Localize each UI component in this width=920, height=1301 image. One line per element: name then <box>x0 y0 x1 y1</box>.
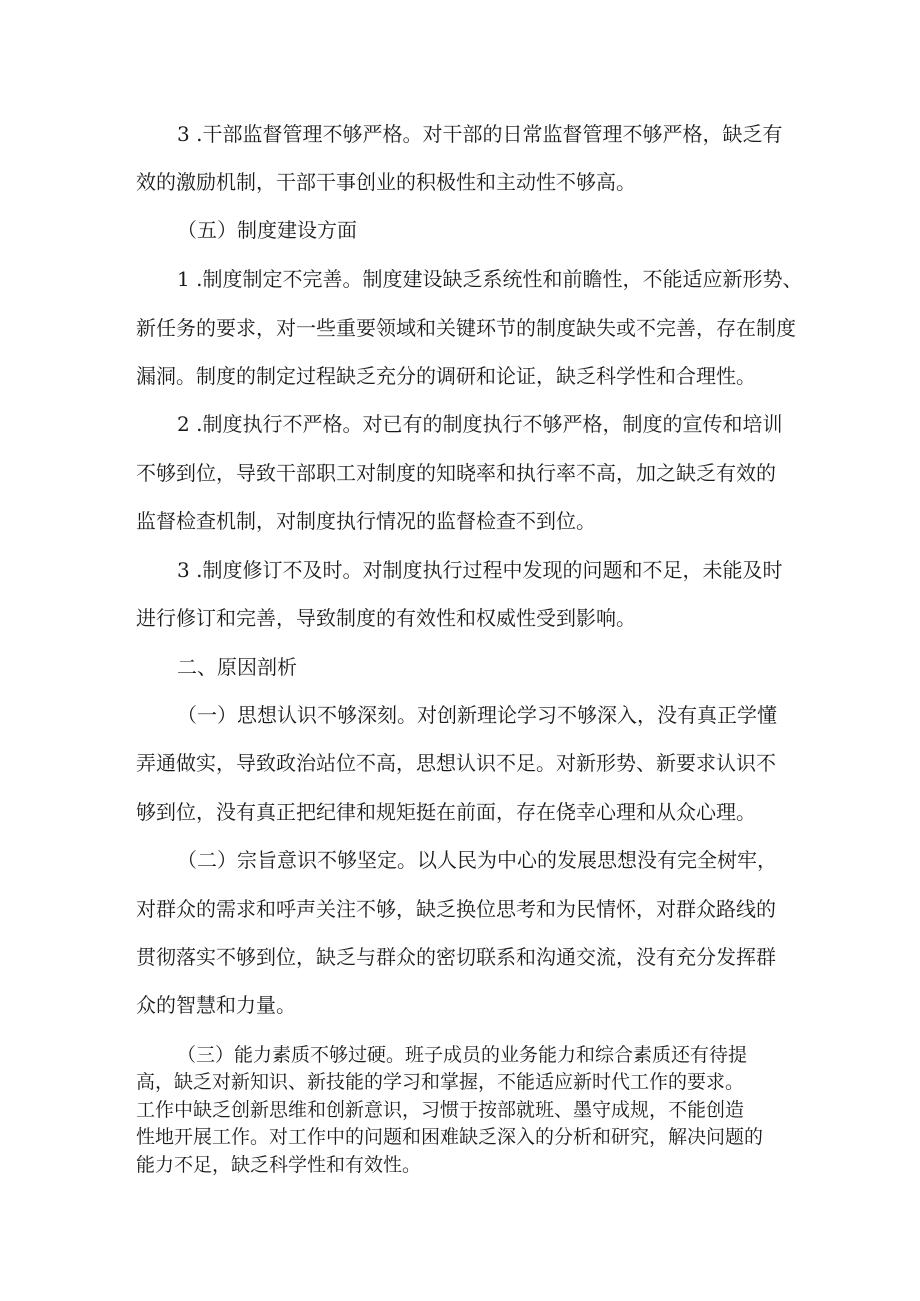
text-line: 3 .制度修订不及时。对制度执行过程中发现的问题和不足，未能及时 <box>177 558 783 582</box>
text-line: 监督检查机制，对制度执行情况的监督检查不到位。 <box>136 509 596 533</box>
text-line: 贯彻落实不够到位，缺乏与群众的密切联系和沟通交流，没有充分发挥群 <box>136 945 776 969</box>
text-line: 3 .干部监督管理不够严格。对干部的日常监督管理不够严格，缺乏有 <box>177 122 783 146</box>
section-heading: （五）制度建设方面 <box>177 218 357 242</box>
text-line: 对群众的需求和呼声关注不够，缺乏换位思考和为民情怀，对群众路线的 <box>136 897 776 921</box>
text-line: 新任务的要求，对一些重要领域和关键环节的制度缺失或不完善，存在制度 <box>136 316 796 340</box>
text-line: （一）思想认识不够深刻。对创新理论学习不够深入，没有真正学懂 <box>177 703 777 727</box>
text-line: 漏洞。制度的制定过程缺乏充分的调研和论证，缺乏科学性和合理性。 <box>136 364 756 388</box>
text-line: 众的智慧和力量。 <box>136 993 296 1017</box>
text-line: 高，缺乏对新知识、新技能的学习和掌握，不能适应新时代工作的要求。 <box>136 1071 745 1093</box>
text-line: 弄通做实，导致政治站位不高，思想认识不足。对新形势、新要求认识不 <box>136 751 776 775</box>
text-line: 2 .制度执行不严格。对已有的制度执行不够严格，制度的宣传和培训 <box>177 412 783 436</box>
text-line: 1 .制度制定不完善。制度建设缺乏系统性和前瞻性，不能适应新形势、 <box>177 267 803 291</box>
section-heading: 二、原因剖析 <box>177 655 297 679</box>
text-line: 效的激励机制，干部干事创业的积极性和主动性不够高。 <box>136 170 636 194</box>
text-line: 性地开展工作。对工作中的问题和困难缺乏深入的分析和研究，解决问题的 <box>136 1126 764 1148</box>
text-line: 够到位，没有真正把纪律和规矩挺在前面，存在侥幸心理和从众心理。 <box>136 800 756 824</box>
text-line: 进行修订和完善，导致制度的有效性和权威性受到影响。 <box>136 606 636 630</box>
text-line: （三）能力素质不够过硬。班子成员的业务能力和综合素质还有待提 <box>177 1044 748 1066</box>
text-line: （二）宗旨意识不够坚定。以人民为中心的发展思想没有完全树牢， <box>177 848 777 872</box>
text-line: 不够到位，导致干部职工对制度的知晓率和执行率不高，加之缺乏有效的 <box>136 461 776 485</box>
text-line: 工作中缺乏创新思维和创新意识，习惯于按部就班、墨守成规，不能创造 <box>136 1099 745 1121</box>
text-line: 能力不足，缺乏科学性和有效性。 <box>136 1154 422 1176</box>
